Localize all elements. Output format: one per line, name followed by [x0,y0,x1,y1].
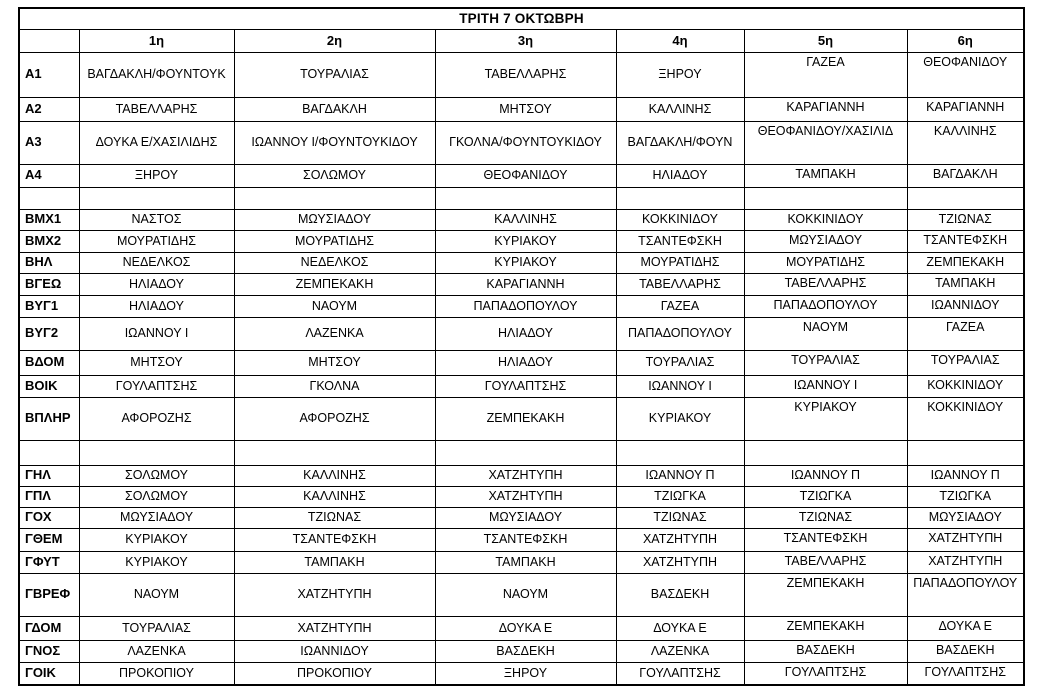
timetable-cell: ΜΗΤΣΟΥ [79,350,234,375]
timetable-cell: ΚΑΛΛΙΝΗΣ [234,486,435,507]
row-label-Α4: Α4 [19,164,79,187]
timetable-cell: ΤΟΥΡΑΛΙΑΣ [907,350,1024,375]
table-row [19,121,1024,164]
timetable-cell: ΙΩΑΝΝΙΔΟΥ [234,640,435,662]
timetable-cell: ΚΟΚΚΙΝΙΔΟΥ [744,209,907,230]
timetable-cell: ΝΑΟΥΜ [744,317,907,350]
timetable-cell: ΜΟΥΡΑΤΙΔΗΣ [79,230,234,252]
timetable-cell: ΙΩΑΝΝΟΥ Ι [616,375,744,397]
row-label-ΒΠΛΗΡ: ΒΠΛΗΡ [19,397,79,440]
period-header-4: 4η [616,29,744,52]
timetable-cell: ΘΕΟΦΑΝΙΔΟΥ [435,164,616,187]
row-label-Α2: Α2 [19,97,79,121]
timetable-cell [616,187,744,209]
table-row [19,52,1024,97]
row-label-ΓΦΥΤ: ΓΦΥΤ [19,551,79,573]
timetable-cell: ΤΖΙΩΝΑΣ [616,507,744,528]
timetable-cell: ΠΡΟΚΟΠΙΟΥ [234,662,435,685]
timetable-cell: ΛΑΖΕΝΚΑ [616,640,744,662]
timetable-cell: ΧΑΤΖΗΤΥΠΗ [435,486,616,507]
timetable-cell: ΤΟΥΡΑΛΙΑΣ [79,616,234,640]
timetable-cell: ΜΟΥΡΑΤΙΔΗΣ [234,230,435,252]
timetable-cell: ΚΥΡΙΑΚΟΥ [435,230,616,252]
timetable-cell [907,187,1024,209]
timetable-cell: ΧΑΤΖΗΤΥΠΗ [616,551,744,573]
timetable-cell [744,440,907,465]
timetable-cell: ΓΟΥΛΑΠΤΣΗΣ [79,375,234,397]
timetable-cell: ΓΟΥΛΑΠΤΣΗΣ [435,375,616,397]
timetable-cell: ΚΥΡΙΑΚΟΥ [744,397,907,440]
spacer-row [19,187,1024,209]
timetable-cell: ΙΩΑΝΝΟΥ Ι/ΦΟΥΝΤΟΥΚΙΔΟΥ [234,121,435,164]
timetable-cell [907,440,1024,465]
row-label-ΒΟΙΚ: ΒΟΙΚ [19,375,79,397]
timetable-cell: ΤΑΜΠΑΚΗ [744,164,907,187]
timetable-cell: ΤΖΙΩΓΚΑ [744,486,907,507]
timetable-cell: ΤΟΥΡΑΛΙΑΣ [234,52,435,97]
spacer-row-label [19,440,79,465]
timetable-cell: ΠΑΠΑΔΟΠΟΥΛΟΥ [744,295,907,317]
table-row [19,573,1024,616]
timetable-cell: ΤΖΙΩΝΑΣ [907,209,1024,230]
timetable-cell: ΤΑΒΕΛΛΑΡΗΣ [744,551,907,573]
timetable-cell: ΝΕΔΕΛΚΟΣ [234,252,435,273]
timetable-cell: ΑΦΟΡΟΖΗΣ [234,397,435,440]
table-row [19,528,1024,551]
timetable-cell: ΜΩΥΣΙΑΔΟΥ [435,507,616,528]
timetable-cell [79,440,234,465]
timetable-cell: ΜΟΥΡΑΤΙΔΗΣ [744,252,907,273]
timetable-cell: ΠΑΠΑΔΟΠΟΥΛΟΥ [435,295,616,317]
table-row [19,486,1024,507]
timetable-cell: ΚΑΡΑΓΙΑΝΝΗ [435,273,616,295]
timetable-cell: ΜΗΤΣΟΥ [234,350,435,375]
row-label-ΒΥΓ1: ΒΥΓ1 [19,295,79,317]
timetable-cell: ΗΛΙΑΔΟΥ [79,273,234,295]
row-label-ΒΔΟΜ: ΒΔΟΜ [19,350,79,375]
timetable-cell: ΤΖΙΩΝΑΣ [744,507,907,528]
timetable-cell: ΙΩΑΝΝΟΥ Ι [744,375,907,397]
timetable-cell: ΖΕΜΠΕΚΑΚΗ [234,273,435,295]
timetable-cell: ΧΑΤΖΗΤΥΠΗ [234,573,435,616]
timetable-cell: ΠΡΟΚΟΠΙΟΥ [79,662,234,685]
timetable-cell: ΞΗΡΟΥ [79,164,234,187]
timetable-cell: ΙΩΑΝΝΟΥ Π [907,465,1024,486]
table-row [19,616,1024,640]
row-label-ΓΟΧ: ΓΟΧ [19,507,79,528]
table-row [19,662,1024,685]
timetable-cell: ΤΑΜΠΑΚΗ [435,551,616,573]
period-header-3: 3η [435,29,616,52]
timetable-cell: ΓΚΟΛΝΑ/ΦΟΥΝΤΟΥΚΙΔΟΥ [435,121,616,164]
timetable [18,7,1025,686]
row-label-ΓΠΛ: ΓΠΛ [19,486,79,507]
timetable-cell [435,440,616,465]
timetable-cell [234,187,435,209]
row-label-ΓΔΟΜ: ΓΔΟΜ [19,616,79,640]
timetable-cell: ΓΟΥΛΑΠΤΣΗΣ [616,662,744,685]
timetable-cell: ΝΑΟΥΜ [79,573,234,616]
timetable-cell: ΙΩΑΝΝΙΔΟΥ [907,295,1024,317]
timetable-cell: ΤΑΜΠΑΚΗ [907,273,1024,295]
timetable-cell: ΒΑΓΔΑΚΛΗ [907,164,1024,187]
timetable-cell: ΚΥΡΙΑΚΟΥ [79,528,234,551]
timetable-cell: ΖΕΜΠΕΚΑΚΗ [907,252,1024,273]
timetable-cell: ΛΑΖΕΝΚΑ [79,640,234,662]
timetable-cell: ΚΑΡΑΓΙΑΝΝΗ [907,97,1024,121]
table-row [19,209,1024,230]
timetable-cell [616,440,744,465]
timetable-cell: ΒΑΓΔΑΚΛΗ/ΦΟΥΝΤΟΥΚ [79,52,234,97]
timetable-cell [744,187,907,209]
timetable-cell: ΧΑΤΖΗΤΥΠΗ [616,528,744,551]
corner-cell [19,29,79,52]
timetable-cell: ΙΩΑΝΝΟΥ Ι [79,317,234,350]
timetable-cell: ΓΑΖΕΑ [907,317,1024,350]
period-header-row [19,29,1024,52]
timetable-cell: ΚΥΡΙΑΚΟΥ [79,551,234,573]
timetable-cell: ΜΩΥΣΙΑΔΟΥ [234,209,435,230]
row-label-ΓΘΕΜ: ΓΘΕΜ [19,528,79,551]
timetable-cell: ΣΟΛΩΜΟΥ [234,164,435,187]
timetable-cell: ΝΑΟΥΜ [234,295,435,317]
row-label-Α1: Α1 [19,52,79,97]
table-row [19,397,1024,440]
timetable-cell: ΣΟΛΩΜΟΥ [79,486,234,507]
timetable-cell: ΤΣΑΝΤΕΦΣΚΗ [435,528,616,551]
timetable-cell: ΤΟΥΡΑΛΙΑΣ [744,350,907,375]
table-row [19,551,1024,573]
timetable-cell: ΓΟΥΛΑΠΤΣΗΣ [744,662,907,685]
timetable-cell: ΠΑΠΑΔΟΠΟΥΛΟΥ [616,317,744,350]
row-label-ΒΜΧ1: ΒΜΧ1 [19,209,79,230]
day-title: ΤΡΙΤΗ 7 ΟΚΤΩΒΡΗ [19,8,1024,29]
timetable-cell: ΒΑΓΔΑΚΛΗ/ΦΟΥΝ [616,121,744,164]
timetable-cell: ΓΚΟΛΝΑ [234,375,435,397]
timetable-cell: ΗΛΙΑΔΟΥ [435,350,616,375]
spacer-row-label [19,187,79,209]
timetable-cell: ΜΩΥΣΙΑΔΟΥ [79,507,234,528]
timetable-cell: ΗΛΙΑΔΟΥ [616,164,744,187]
title-row [19,8,1024,29]
timetable-cell: ΤΣΑΝΤΕΦΣΚΗ [744,528,907,551]
timetable-cell [234,440,435,465]
timetable-cell: ΤΣΑΝΤΕΦΣΚΗ [616,230,744,252]
row-label-ΒΜΧ2: ΒΜΧ2 [19,230,79,252]
table-row [19,295,1024,317]
row-label-ΒΓΕΩ: ΒΓΕΩ [19,273,79,295]
table-row [19,164,1024,187]
timetable-cell: ΤΣΑΝΤΕΦΣΚΗ [907,230,1024,252]
timetable-cell: ΘΕΟΦΑΝΙΔΟΥ [907,52,1024,97]
timetable-cell: ΚΥΡΙΑΚΟΥ [616,397,744,440]
timetable-cell: ΤΑΒΕΛΛΑΡΗΣ [744,273,907,295]
timetable-cell: ΗΛΙΑΔΟΥ [435,317,616,350]
timetable-cell: ΝΑΣΤΟΣ [79,209,234,230]
timetable-cell: ΜΟΥΡΑΤΙΔΗΣ [616,252,744,273]
timetable-cell: ΤΑΜΠΑΚΗ [234,551,435,573]
timetable-cell: ΚΟΚΚΙΝΙΔΟΥ [907,397,1024,440]
row-label-ΒΥΓ2: ΒΥΓ2 [19,317,79,350]
timetable-cell: ΧΑΤΖΗΤΥΠΗ [435,465,616,486]
timetable-cell: ΒΑΣΔΕΚΗ [435,640,616,662]
timetable-cell: ΖΕΜΠΕΚΑΚΗ [435,397,616,440]
table-row [19,97,1024,121]
timetable-cell [79,187,234,209]
timetable-cell: ΚΟΚΚΙΝΙΔΟΥ [616,209,744,230]
timetable-cell: ΒΑΣΔΕΚΗ [907,640,1024,662]
timetable-cell: ΧΑΤΖΗΤΥΠΗ [907,551,1024,573]
timetable-cell: ΜΩΥΣΙΑΔΟΥ [744,230,907,252]
timetable-cell: ΧΑΤΖΗΤΥΠΗ [234,616,435,640]
timetable-cell: ΖΕΜΠΕΚΑΚΗ [744,616,907,640]
timetable-cell: ΣΟΛΩΜΟΥ [79,465,234,486]
row-label-ΓΟΙΚ: ΓΟΙΚ [19,662,79,685]
period-header-1: 1η [79,29,234,52]
timetable-cell: ΤΑΒΕΛΛΑΡΗΣ [79,97,234,121]
timetable-cell: ΔΟΥΚΑ Ε [907,616,1024,640]
timetable-cell: ΛΑΖΕΝΚΑ [234,317,435,350]
row-label-Α3: Α3 [19,121,79,164]
timetable-cell: ΤΑΒΕΛΛΑΡΗΣ [435,52,616,97]
table-row [19,273,1024,295]
timetable-cell: ΔΟΥΚΑ Ε/ΧΑΣΙΛΙΔΗΣ [79,121,234,164]
table-row [19,317,1024,350]
timetable-cell: ΙΩΑΝΝΟΥ Π [616,465,744,486]
timetable-cell: ΒΑΣΔΕΚΗ [616,573,744,616]
timetable-cell: ΤΣΑΝΤΕΦΣΚΗ [234,528,435,551]
timetable-cell: ΤΟΥΡΑΛΙΑΣ [616,350,744,375]
timetable-cell: ΓΟΥΛΑΠΤΣΗΣ [907,662,1024,685]
timetable-cell: ΞΗΡΟΥ [435,662,616,685]
table-row [19,230,1024,252]
table-row [19,465,1024,486]
timetable-cell: ΔΟΥΚΑ Ε [616,616,744,640]
timetable-cell: ΤΖΙΩΓΚΑ [616,486,744,507]
period-header-5: 5η [744,29,907,52]
timetable-cell: ΧΑΤΖΗΤΥΠΗ [907,528,1024,551]
timetable-cell: ΒΑΣΔΕΚΗ [744,640,907,662]
table-row [19,640,1024,662]
table-row [19,252,1024,273]
timetable-cell: ΚΑΛΛΙΝΗΣ [234,465,435,486]
timetable-cell: ΑΦΟΡΟΖΗΣ [79,397,234,440]
row-label-ΒΗΛ: ΒΗΛ [19,252,79,273]
timetable-cell: ΚΟΚΚΙΝΙΔΟΥ [907,375,1024,397]
timetable-cell: ΜΩΥΣΙΑΔΟΥ [907,507,1024,528]
timetable-cell: ΙΩΑΝΝΟΥ Π [744,465,907,486]
timetable-cell: ΤΖΙΩΝΑΣ [234,507,435,528]
timetable-cell: ΚΑΛΛΙΝΗΣ [616,97,744,121]
timetable-cell: ΚΥΡΙΑΚΟΥ [435,252,616,273]
timetable-cell: ΔΟΥΚΑ Ε [435,616,616,640]
timetable-cell: ΗΛΙΑΔΟΥ [79,295,234,317]
timetable-cell: ΤΑΒΕΛΛΑΡΗΣ [616,273,744,295]
timetable-cell: ΒΑΓΔΑΚΛΗ [234,97,435,121]
table-row [19,375,1024,397]
timetable-cell: ΝΑΟΥΜ [435,573,616,616]
timetable-cell: ΞΗΡΟΥ [616,52,744,97]
timetable-cell: ΘΕΟΦΑΝΙΔΟΥ/ΧΑΣΙΛΙΔ [744,121,907,164]
timetable-cell: ΚΑΛΛΙΝΗΣ [907,121,1024,164]
timetable-cell: ΚΑΛΛΙΝΗΣ [435,209,616,230]
timetable-cell: ΝΕΔΕΛΚΟΣ [79,252,234,273]
timetable-cell [435,187,616,209]
table-row [19,507,1024,528]
period-header-6: 6η [907,29,1024,52]
timetable-cell: ΓΑΖΕΑ [744,52,907,97]
timetable-cell: ΤΖΙΩΓΚΑ [907,486,1024,507]
spacer-row [19,440,1024,465]
timetable-cell: ΠΑΠΑΔΟΠΟΥΛΟΥ [907,573,1024,616]
timetable-cell: ΜΗΤΣΟΥ [435,97,616,121]
table-row [19,350,1024,375]
row-label-ΓΒΡΕΦ: ΓΒΡΕΦ [19,573,79,616]
row-label-ΓΗΛ: ΓΗΛ [19,465,79,486]
period-header-2: 2η [234,29,435,52]
timetable-cell: ΚΑΡΑΓΙΑΝΝΗ [744,97,907,121]
timetable-cell: ΖΕΜΠΕΚΑΚΗ [744,573,907,616]
row-label-ΓΝΟΣ: ΓΝΟΣ [19,640,79,662]
timetable-cell: ΓΑΖΕΑ [616,295,744,317]
